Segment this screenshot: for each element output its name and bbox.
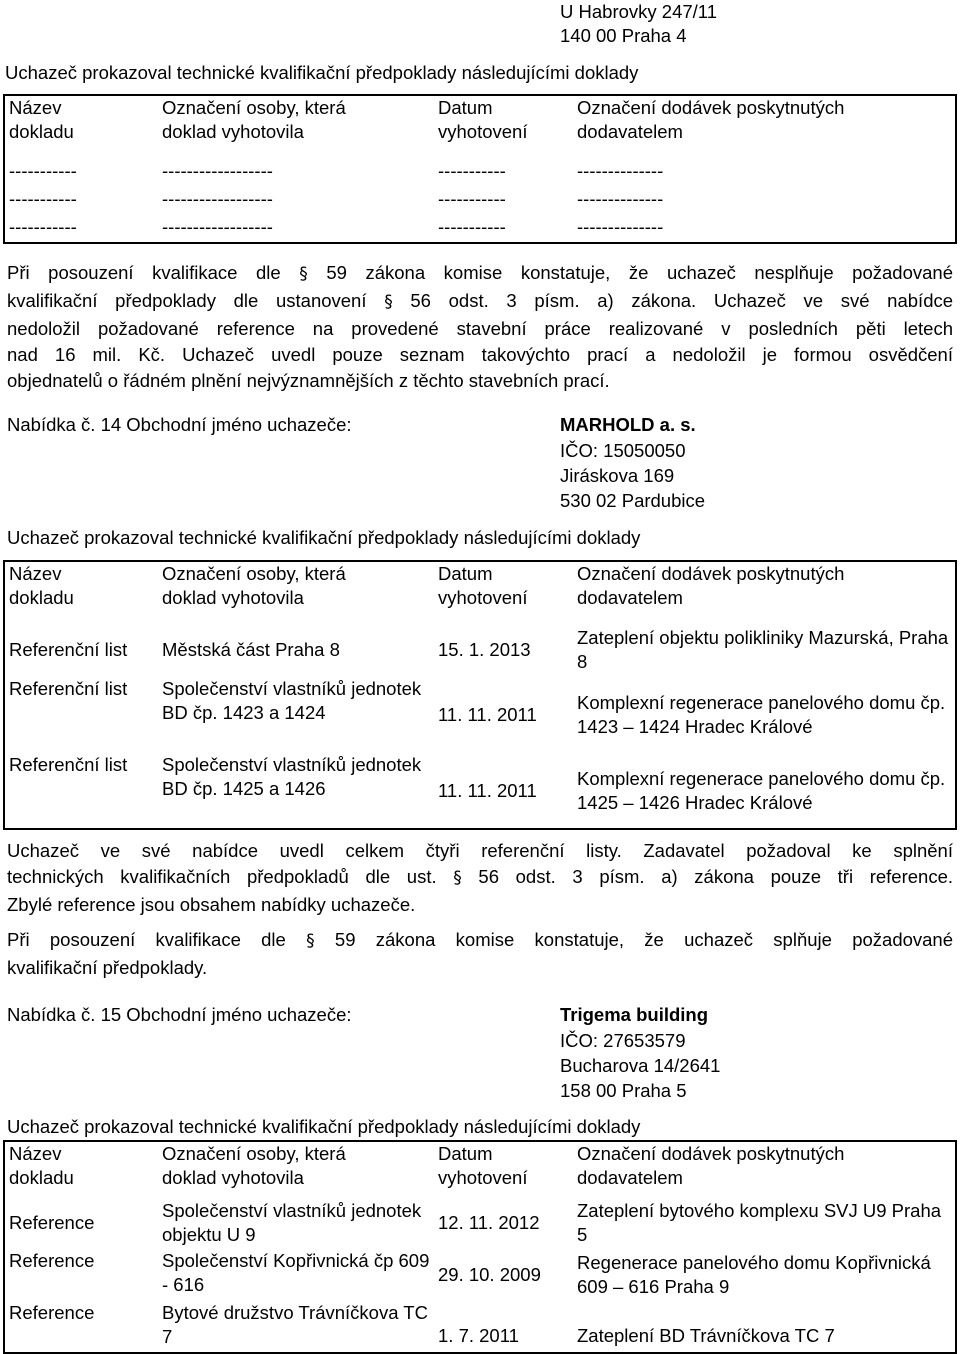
table-row: Referenční list Městská část Praha 8 15. 1. 2013 Zateplení objektu polikliniky Mazurská, Praha 8 xyxy=(9,627,949,672)
offer15-street: Bucharova 14/2641 xyxy=(560,1055,721,1076)
offer14-city: 530 02 Pardubice xyxy=(560,490,706,511)
paragraph-sign: § xyxy=(306,931,315,951)
table-row: ----------- ------------------ ----------- -------------- xyxy=(9,160,664,181)
table-row: Reference Společenství vlastníků jednotek objektu U 9 12. 11. 2012 Zateplení bytového komplexu SVJ U9 Praha 5 xyxy=(9,1200,942,1245)
offer15-name: Trigema building xyxy=(560,1004,709,1025)
offer15-ico: IČO: 27653579 xyxy=(560,1030,686,1051)
offer14-evaluation xyxy=(7,928,953,979)
paragraph-sign: § xyxy=(453,868,462,888)
col-header-doc: Název dokladu xyxy=(9,1143,74,1188)
eval-line: objednatelů o řádném plnění nejvýznamnějších z těchto stavebních prací. xyxy=(7,370,610,391)
paragraph-sign: § xyxy=(384,292,393,312)
col-header-issuer: Označení osoby, která doklad vyhotovila xyxy=(162,1143,346,1188)
offer14-label: Nabídka č. 14 Obchodní jméno uchazeče: xyxy=(7,414,352,435)
top-address-city: 140 00 Praha 4 xyxy=(560,25,687,46)
col-header-issuer: Označení osoby, která doklad vyhotovila xyxy=(162,563,346,608)
col-header-issuer: Označení osoby, která doklad vyhotovila xyxy=(162,97,346,142)
table-row: Reference Bytové družstvo Trávníčkova TC 7 1. 7. 2011 Zateplení BD Trávníčkova TC 7 xyxy=(9,1302,835,1347)
eval-line: kvalifikační předpoklady. xyxy=(7,957,208,978)
offer14-heading: Uchazeč prokazoval technické kvalifikační předpoklady následujícími doklady xyxy=(7,527,641,548)
table-row: Referenční list Společenství vlastníků jednotek BD čp. 1425 a 1426 11. 11. 2011 Komplexní regenerace panelového domu čp. 1425 – 1426 Hradec Králové xyxy=(9,754,946,813)
col-header-doc: Název dokladu xyxy=(9,563,74,608)
offer14-street: Jiráskova 169 xyxy=(560,465,675,486)
table-header-row xyxy=(4,1141,956,1197)
table-header-row xyxy=(4,561,956,623)
top-address-street: U Habrovky 247/11 xyxy=(560,1,717,22)
note-line: Zbylé reference jsou obsahem nabídky uchazeče. xyxy=(7,894,416,915)
block1-evaluation xyxy=(7,261,953,392)
col-header-doc: Název dokladu xyxy=(9,97,74,142)
table-row: ----------- ------------------ ----------- -------------- xyxy=(9,216,664,237)
block1-documents-table xyxy=(3,94,957,244)
note-line: technických kvalifikačních předpokladů dle ust. § 56 odst. 3 písm. a) zákona pouze tři reference. xyxy=(7,866,954,888)
col-header-delivery: Označení dodávek poskytnutých dodavatelem xyxy=(577,97,845,142)
col-header-date: Datum vyhotovení xyxy=(438,1143,528,1188)
col-header-delivery: Označení dodávek poskytnutých dodavatelem xyxy=(577,563,845,608)
offer15-label: Nabídka č. 15 Obchodní jméno uchazeče: xyxy=(7,1004,352,1025)
offer14-ico: IČO: 15050050 xyxy=(560,440,686,461)
paragraph-sign: § xyxy=(299,264,308,284)
eval-line: nedoložil požadované reference na provedené stavební práce realizované v posledních pěti letech xyxy=(7,318,953,339)
table-row: Referenční list Společenství vlastníků jednotek BD čp. 1423 a 1424 11. 11. 2011 Komplexní regenerace panelového domu čp. 1423 – 1424 Hradec Králové xyxy=(9,678,946,737)
table-row: Reference Společenství Kopřivnická čp 609 - 616 29. 10. 2009 Regenerace panelového domu Kopřivnická 609 – 616 Praha 9 xyxy=(9,1250,931,1297)
offer14-note xyxy=(7,839,953,916)
offer14-documents-table xyxy=(3,560,957,830)
col-header-date: Datum vyhotovení xyxy=(438,563,528,608)
offer15-city: 158 00 Praha 5 xyxy=(560,1080,687,1101)
table-header-row xyxy=(4,95,956,159)
offer15-documents-table xyxy=(3,1140,957,1354)
offer14-name: MARHOLD a. s. xyxy=(560,414,696,435)
eval-line: nad 16 mil. Kč. Uchazeč uvedl pouze seznam takovýchto prací a nedoložil je formou osvědčení xyxy=(7,344,953,365)
col-header-delivery: Označení dodávek poskytnutých dodavatelem xyxy=(577,1143,845,1188)
note-line: Uchazeč ve své nabídce uvedl celkem čtyři referenční listy. Zadavatel požadoval ke splnění xyxy=(7,840,953,861)
offer15-heading: Uchazeč prokazoval technické kvalifikační předpoklady následujícími doklady xyxy=(7,1116,641,1137)
block1-heading: Uchazeč prokazoval technické kvalifikační předpoklady následujícími doklady xyxy=(5,62,639,83)
eval-line: Při posouzení kvalifikace dle § 59 zákona komise konstatuje, že uchazeč nesplňuje požadované xyxy=(7,262,953,284)
eval-line: Při posouzení kvalifikace dle § 59 zákona komise konstatuje, že uchazeč splňuje požadované xyxy=(7,929,954,951)
table-row: ----------- ------------------ ----------- -------------- xyxy=(9,188,664,209)
col-header-date: Datum vyhotovení xyxy=(438,97,528,142)
eval-line: kvalifikační předpoklady dle ustanovení § 56 odst. 3 písm. a) zákona. Uchazeč ve své nabídce xyxy=(7,290,954,312)
